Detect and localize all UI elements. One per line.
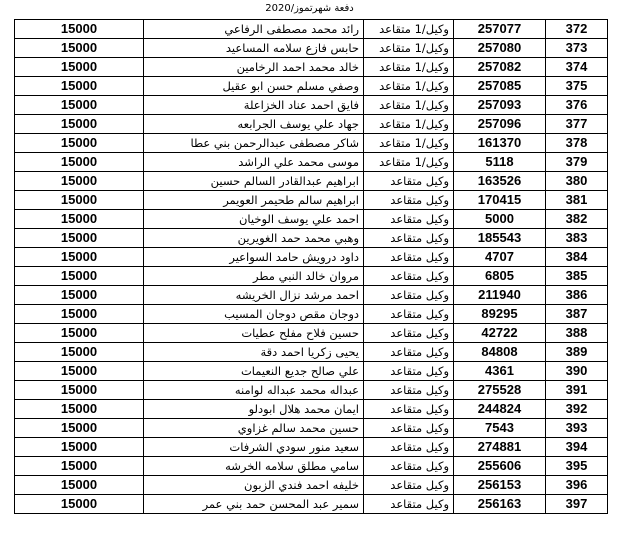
military-id-cell: 257085 bbox=[454, 77, 546, 96]
rank-cell: وكيل/1 متقاعد bbox=[364, 153, 454, 172]
row-number-cell: 373 bbox=[546, 39, 608, 58]
table-row bbox=[15, 476, 608, 495]
amount-cell: 15000 bbox=[15, 476, 144, 495]
military-id-cell: 185543 bbox=[454, 229, 546, 248]
payment-table bbox=[14, 19, 608, 514]
row-number-cell: 386 bbox=[546, 286, 608, 305]
full-name-cell: ابراهيم عبدالقادر السالم حسين bbox=[144, 172, 364, 191]
table-row bbox=[15, 343, 608, 362]
amount-cell: 15000 bbox=[15, 115, 144, 134]
row-number-cell: 381 bbox=[546, 191, 608, 210]
rank-cell: وكيل متقاعد bbox=[364, 229, 454, 248]
table-row bbox=[15, 457, 608, 476]
full-name-cell: ايمان محمد هلال ابودلو bbox=[144, 400, 364, 419]
full-name-cell: فايق احمد عناد الخزاعلة bbox=[144, 96, 364, 115]
military-id-cell: 274881 bbox=[454, 438, 546, 457]
military-id-cell: 256163 bbox=[454, 495, 546, 514]
row-number-cell: 374 bbox=[546, 58, 608, 77]
payment-table-body bbox=[15, 20, 608, 514]
table-row bbox=[15, 248, 608, 267]
rank-cell: وكيل متقاعد bbox=[364, 267, 454, 286]
table-row bbox=[15, 419, 608, 438]
full-name-cell: سعيد منور سودي الشرفات bbox=[144, 438, 364, 457]
row-number-cell: 375 bbox=[546, 77, 608, 96]
table-row bbox=[15, 400, 608, 419]
full-name-cell: خالد محمد احمد الرخامين bbox=[144, 58, 364, 77]
military-id-cell: 244824 bbox=[454, 400, 546, 419]
row-number-cell: 397 bbox=[546, 495, 608, 514]
rank-cell: وكيل متقاعد bbox=[364, 305, 454, 324]
amount-cell: 15000 bbox=[15, 58, 144, 77]
amount-cell: 15000 bbox=[15, 153, 144, 172]
rank-cell: وكيل/1 متقاعد bbox=[364, 77, 454, 96]
amount-cell: 15000 bbox=[15, 39, 144, 58]
amount-cell: 15000 bbox=[15, 172, 144, 191]
full-name-cell: حسين محمد سالم غزاوي bbox=[144, 419, 364, 438]
table-row bbox=[15, 134, 608, 153]
row-number-cell: 395 bbox=[546, 457, 608, 476]
table-row bbox=[15, 381, 608, 400]
table-row bbox=[15, 305, 608, 324]
table-row bbox=[15, 115, 608, 134]
amount-cell: 15000 bbox=[15, 457, 144, 476]
row-number-cell: 384 bbox=[546, 248, 608, 267]
payment-table-container bbox=[14, 19, 607, 514]
military-id-cell: 42722 bbox=[454, 324, 546, 343]
amount-cell: 15000 bbox=[15, 438, 144, 457]
military-id-cell: 163526 bbox=[454, 172, 546, 191]
amount-cell: 15000 bbox=[15, 400, 144, 419]
amount-cell: 15000 bbox=[15, 134, 144, 153]
row-number-cell: 393 bbox=[546, 419, 608, 438]
row-number-cell: 377 bbox=[546, 115, 608, 134]
row-number-cell: 379 bbox=[546, 153, 608, 172]
full-name-cell: خليفه احمد فندي الزبون bbox=[144, 476, 364, 495]
rank-cell: وكيل/1 متقاعد bbox=[364, 134, 454, 153]
amount-cell: 15000 bbox=[15, 248, 144, 267]
row-number-cell: 392 bbox=[546, 400, 608, 419]
rank-cell: وكيل متقاعد bbox=[364, 172, 454, 191]
row-number-cell: 394 bbox=[546, 438, 608, 457]
full-name-cell: وهبي محمد حمد الغويرين bbox=[144, 229, 364, 248]
row-number-cell: 388 bbox=[546, 324, 608, 343]
amount-cell: 15000 bbox=[15, 191, 144, 210]
table-row bbox=[15, 153, 608, 172]
amount-cell: 15000 bbox=[15, 362, 144, 381]
table-row bbox=[15, 362, 608, 381]
row-number-cell: 372 bbox=[546, 20, 608, 39]
military-id-cell: 257077 bbox=[454, 20, 546, 39]
rank-cell: وكيل متقاعد bbox=[364, 362, 454, 381]
row-number-cell: 387 bbox=[546, 305, 608, 324]
amount-cell: 15000 bbox=[15, 210, 144, 229]
military-id-cell: 275528 bbox=[454, 381, 546, 400]
full-name-cell: حابس فازع سلامه المساعيد bbox=[144, 39, 364, 58]
amount-cell: 15000 bbox=[15, 324, 144, 343]
full-name-cell: احمد مرشد نزال الخريشه bbox=[144, 286, 364, 305]
amount-cell: 15000 bbox=[15, 229, 144, 248]
page-title: دفعة شهرتموز/2020 bbox=[265, 3, 354, 14]
rank-cell: وكيل متقاعد bbox=[364, 457, 454, 476]
rank-cell: وكيل متقاعد bbox=[364, 324, 454, 343]
full-name-cell: موسى محمد علي الراشد bbox=[144, 153, 364, 172]
table-row bbox=[15, 267, 608, 286]
row-number-cell: 382 bbox=[546, 210, 608, 229]
military-id-cell: 89295 bbox=[454, 305, 546, 324]
military-id-cell: 7543 bbox=[454, 419, 546, 438]
full-name-cell: سمير عبد المحسن حمد بني عمر bbox=[144, 495, 364, 514]
military-id-cell: 84808 bbox=[454, 343, 546, 362]
amount-cell: 15000 bbox=[15, 96, 144, 115]
full-name-cell: شاكر مصطفى عبدالرحمن بني عطا bbox=[144, 134, 364, 153]
full-name-cell: رائد محمد مصطفى الرفاعي bbox=[144, 20, 364, 39]
full-name-cell: سامي مطلق سلامه الخرشه bbox=[144, 457, 364, 476]
table-row bbox=[15, 324, 608, 343]
military-id-cell: 6805 bbox=[454, 267, 546, 286]
rank-cell: وكيل متقاعد bbox=[364, 419, 454, 438]
rank-cell: وكيل متقاعد bbox=[364, 210, 454, 229]
rank-cell: وكيل/1 متقاعد bbox=[364, 96, 454, 115]
table-row bbox=[15, 77, 608, 96]
row-number-cell: 376 bbox=[546, 96, 608, 115]
amount-cell: 15000 bbox=[15, 343, 144, 362]
full-name-cell: حسين فلاح مفلح عطيات bbox=[144, 324, 364, 343]
amount-cell: 15000 bbox=[15, 305, 144, 324]
amount-cell: 15000 bbox=[15, 381, 144, 400]
full-name-cell: احمد علي يوسف الوخيان bbox=[144, 210, 364, 229]
rank-cell: وكيل/1 متقاعد bbox=[364, 39, 454, 58]
rank-cell: وكيل متقاعد bbox=[364, 286, 454, 305]
rank-cell: وكيل متقاعد bbox=[364, 495, 454, 514]
military-id-cell: 4361 bbox=[454, 362, 546, 381]
rank-cell: وكيل متقاعد bbox=[364, 400, 454, 419]
table-row bbox=[15, 20, 608, 39]
military-id-cell: 5000 bbox=[454, 210, 546, 229]
table-row bbox=[15, 39, 608, 58]
military-id-cell: 4707 bbox=[454, 248, 546, 267]
row-number-cell: 391 bbox=[546, 381, 608, 400]
rank-cell: وكيل متقاعد bbox=[364, 343, 454, 362]
table-row bbox=[15, 58, 608, 77]
table-row bbox=[15, 286, 608, 305]
rank-cell: وكيل متقاعد bbox=[364, 248, 454, 267]
amount-cell: 15000 bbox=[15, 495, 144, 514]
row-number-cell: 383 bbox=[546, 229, 608, 248]
full-name-cell: عبداله محمد عبداله لوامنه bbox=[144, 381, 364, 400]
full-name-cell: مروان خالد النبي مطر bbox=[144, 267, 364, 286]
full-name-cell: دوجان مقص دوجان المسيب bbox=[144, 305, 364, 324]
military-id-cell: 5118 bbox=[454, 153, 546, 172]
row-number-cell: 390 bbox=[546, 362, 608, 381]
table-row bbox=[15, 191, 608, 210]
row-number-cell: 385 bbox=[546, 267, 608, 286]
rank-cell: وكيل/1 متقاعد bbox=[364, 20, 454, 39]
amount-cell: 15000 bbox=[15, 20, 144, 39]
military-id-cell: 257096 bbox=[454, 115, 546, 134]
rank-cell: وكيل متقاعد bbox=[364, 476, 454, 495]
full-name-cell: علي صالح جديع النعيمات bbox=[144, 362, 364, 381]
rank-cell: وكيل متقاعد bbox=[364, 381, 454, 400]
rank-cell: وكيل متقاعد bbox=[364, 191, 454, 210]
full-name-cell: جهاد علي يوسف الجرابعه bbox=[144, 115, 364, 134]
full-name-cell: ابراهيم سالم طحيمر العويمر bbox=[144, 191, 364, 210]
amount-cell: 15000 bbox=[15, 286, 144, 305]
military-id-cell: 256153 bbox=[454, 476, 546, 495]
military-id-cell: 211940 bbox=[454, 286, 546, 305]
military-id-cell: 170415 bbox=[454, 191, 546, 210]
table-row bbox=[15, 438, 608, 457]
rank-cell: وكيل متقاعد bbox=[364, 438, 454, 457]
military-id-cell: 257082 bbox=[454, 58, 546, 77]
amount-cell: 15000 bbox=[15, 267, 144, 286]
full-name-cell: داود درويش حامد السواعير bbox=[144, 248, 364, 267]
military-id-cell: 161370 bbox=[454, 134, 546, 153]
rank-cell: وكيل/1 متقاعد bbox=[364, 58, 454, 77]
row-number-cell: 396 bbox=[546, 476, 608, 495]
table-row bbox=[15, 495, 608, 514]
row-number-cell: 380 bbox=[546, 172, 608, 191]
table-row bbox=[15, 96, 608, 115]
military-id-cell: 255606 bbox=[454, 457, 546, 476]
row-number-cell: 378 bbox=[546, 134, 608, 153]
table-row bbox=[15, 210, 608, 229]
amount-cell: 15000 bbox=[15, 77, 144, 96]
military-id-cell: 257093 bbox=[454, 96, 546, 115]
full-name-cell: وصفي مسلم حسن ابو عقيل bbox=[144, 77, 364, 96]
table-row bbox=[15, 229, 608, 248]
row-number-cell: 389 bbox=[546, 343, 608, 362]
military-id-cell: 257080 bbox=[454, 39, 546, 58]
amount-cell: 15000 bbox=[15, 419, 144, 438]
rank-cell: وكيل/1 متقاعد bbox=[364, 115, 454, 134]
full-name-cell: يحيى زكريا احمد دقة bbox=[144, 343, 364, 362]
table-row bbox=[15, 172, 608, 191]
